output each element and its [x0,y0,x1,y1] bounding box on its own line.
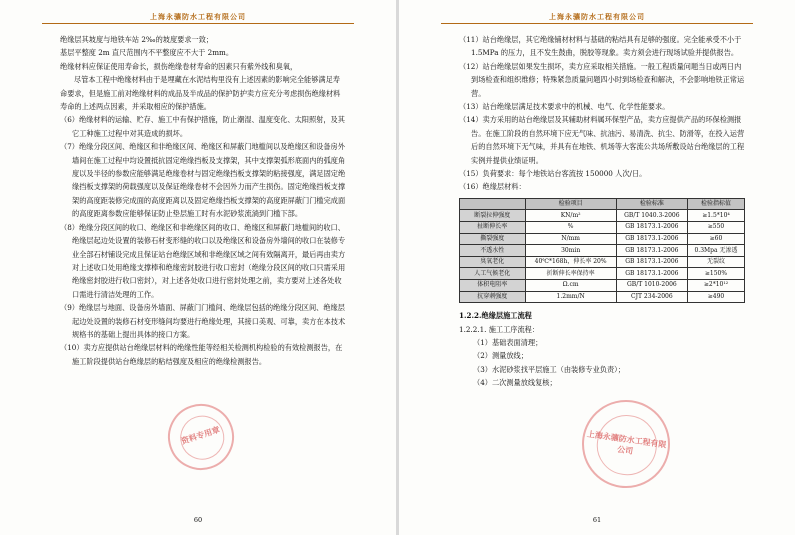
page-number: 60 [193,516,203,524]
table-cell: 30min [525,245,616,257]
header-rule [42,23,354,24]
table-cell: CJT 234-2006 [616,291,687,303]
list-item: （14）卖方采用的站台绝缘层及其辅助材料属环保型产品，卖方应提供产品的环保检测报告。在施工阶段的自然环境下应无气味、抗油污、易清洗、抗尘、防滑等，在投入运营后的自然环境下无气味，并具有在地铁、机场等大客流公共场所敷设站台绝缘层的工程实例并提供业绩证明。 [459,115,745,165]
table-header-cell: 检验指标值 [687,198,744,210]
table-row [460,222,745,234]
table-cell: 撕裂强度 [460,233,526,245]
list-item: （6）绝缘材料的运输、贮存、施工中有保护措施，防止潮湿、温度变化、太阳照射，及其它工种施工过程中对其造成的损坏。 [60,115,345,138]
table-header-cell: 检验项目 [525,198,616,210]
paragraph: 绝缘层其坡度与地铁车站 2‰的坡度要求一致； [60,35,214,44]
step-item: （2）测量放线； [473,351,528,361]
table-cell: 折断伸长率保持率 [525,268,616,280]
table-cell: 扯断伸长率 [460,222,526,234]
page-header: 上海永骧防水工程有限公司 [549,12,645,21]
paragraph: 基层平整度 2m 直尺范围内不平整度应不大于 2mm。 [60,48,234,58]
table-header-cell [460,198,526,210]
table-cell: 体积电阻率 [460,280,526,292]
table-cell: GB 18173.1-2006 [616,222,687,234]
step-item: （3）水泥砂浆找平层施工（由装修专业负责）； [473,364,625,374]
material-spec-table [459,198,745,303]
table-cell: N/mm [525,233,616,245]
table-header-cell: 检验标准 [616,198,687,210]
table-cell: 40℃*168h，伸长率 20% [525,256,616,268]
table-cell: GB 18173.1-2006 [616,245,687,257]
table-row [460,291,745,303]
list-item: （12）站台绝缘层如果发生损坏，卖方应采取相关措施。一般工程质量问题当日或两日内到场检查和组织维修；特殊紧急质量问题四小时到场检查和解决，不会影响地铁正常运营。 [459,61,745,98]
paragraph: 尽管本工程中绝缘材料由于是埋藏在水泥结构里没有上述因素的影响完全能够满足寿命要求，但是施工前对绝缘材料的成品及半成品的保护防护卖方应充分考虑损伤绝缘材料寿命的上述两点因素，并采取相应的保护措施。 [60,75,341,112]
left-page-body [60,33,346,368]
company-seal [159,395,242,478]
table-cell: GB 18173.1-2006 [616,233,687,245]
table-cell: ≥2*10¹² [687,280,744,292]
company-seal [576,394,675,493]
table-cell: KN/m² [525,210,616,222]
right-page [399,0,795,535]
list-item: （7）绝缘分段区间、绝缘区和非绝缘区间、绝缘区和屏蔽门地槛间以及绝缘区和设备房外墙间在施工过程中均设置抵抗固定绝缘挡板及支撑架，其中支撑架弧形底面内的弧度角度以及半径的参数应能够满足绝缘卷材与固定绝缘挡板支撑架的粘接强度，满足固定绝缘挡板支撑架的荷载强度以及保证绝缘卷材不会因外力而产生损伤。固定绝缘挡板支撑架的高度距装修完成面的高度距离以及固定绝缘挡板支撑架的高度距屏蔽门门槛完成面的高度距离参数应能够保证防止垫层施工时有水泥砂浆流淌到门槛下部。 [60,142,346,219]
seal-text: 上海永骧防水工程有限公司 [586,428,668,456]
subsection-title: 1.2.2.1. 施工工序流程： [459,324,540,334]
table-cell: 无裂纹 [687,256,744,268]
list-item: （10）卖方应提供站台绝缘层材料的绝缘性能等经相关检测机构检验的有效检测报告，在施工阶段提供站台绝缘层的粘结强度及相应的绝缘检测报告。 [60,343,343,366]
step-item: （1）基础表面清理； [473,338,543,348]
list-item: （9）绝缘层与地面、设备房外墙面、屏蔽门门槛间、绝缘层包括的绝缘分段区间、绝缘层起边处设置的装修石材变形缝间均要进行绝缘处理，其接口美观、可靠，卖方在本技术规格书的基础上提出具体的接口方案。 [60,303,346,339]
list-item: （8）绝缘分段区间的收口、绝缘区和非绝缘区间的收口、绝缘区和屏蔽门地槛间的收口、绝缘层起边处设置的装修石材变形缝的收口以及绝缘区和设备房外墙间的收口在装修专业全部石材铺设完成且保证站台绝缘区域和非绝缘区域之间有效隔离开，最后再由卖方对上述收口处用绝缘支撑棒和绝缘密封胶进行收口密封（绝缘分段区间的收口只需采用绝缘密封胶进行收口密封），对上述各处收口进行密封处理之前，卖方要对上述各处收口需进行清洁处理的工作。 [60,222,346,299]
table-cell: ≥550 [687,222,744,234]
table-cell: 断裂拉伸强度 [460,210,526,222]
list-item: （16）绝缘层材料： [459,182,526,192]
table-cell: 1.2mm/N [525,291,616,303]
table-cell: Ω.cm [525,280,616,292]
list-item: （11）站台绝缘层，其它绝缘铺材材料与基础的粘结具有足够的强度。完全能承受不小于 1.5MPa 的压力，且不发生鼓曲，脱胶等现象。卖方须会进行现场试验并提供报告。 [459,35,742,58]
list-item: （13）站台绝缘层满足技术要求中的机械、电气、化学性能要求。 [459,102,670,112]
left-page [0,0,396,535]
table-row [460,280,745,292]
table-cell: % [525,222,616,234]
table-row [460,256,745,268]
table-cell: ≥490 [687,291,744,303]
list-item: （15）负荷要求：每个地铁站台客流按 150000 人次/日。 [459,169,647,179]
seal-text: 资料专用章 [179,423,221,446]
table-cell: GB 18173.1-2006 [616,268,687,280]
table-row [460,268,745,280]
table-header-row [460,198,745,210]
page-number: 61 [592,516,602,524]
table-row [460,245,745,257]
page-header: 上海永骧防水工程有限公司 [150,12,246,21]
table-cell: 人工气候老化 [460,268,526,280]
table-cell: 0.3Mpa 无渗透 [687,245,744,257]
table-row [460,210,745,222]
table-cell: GB 18173.1-2006 [616,256,687,268]
header-rule [441,23,753,24]
table-cell: ≥60 [687,233,744,245]
right-page-body [459,33,745,390]
table-cell: ≥150% [687,268,744,280]
table-row [460,233,745,245]
table-cell: 不透水性 [460,245,526,257]
table-cell: 臭氧老化 [460,256,526,268]
section-title: 1.2.2.绝缘层施工流程 [459,311,532,321]
step-item: （4）二次测量放线复核； [473,378,557,388]
table-cell: 抗穿刺强度 [460,291,526,303]
paragraph: 绝缘材料应保证使用寿命长，损伤绝缘卷材寿命的因素只有紫外线和臭氧， [60,61,298,71]
table-cell: GB/T 1040.3-2006 [616,210,687,222]
table-cell: GB/T 1010-2006 [616,280,687,292]
table-cell: ≥1.5*10⁴ [687,210,744,222]
